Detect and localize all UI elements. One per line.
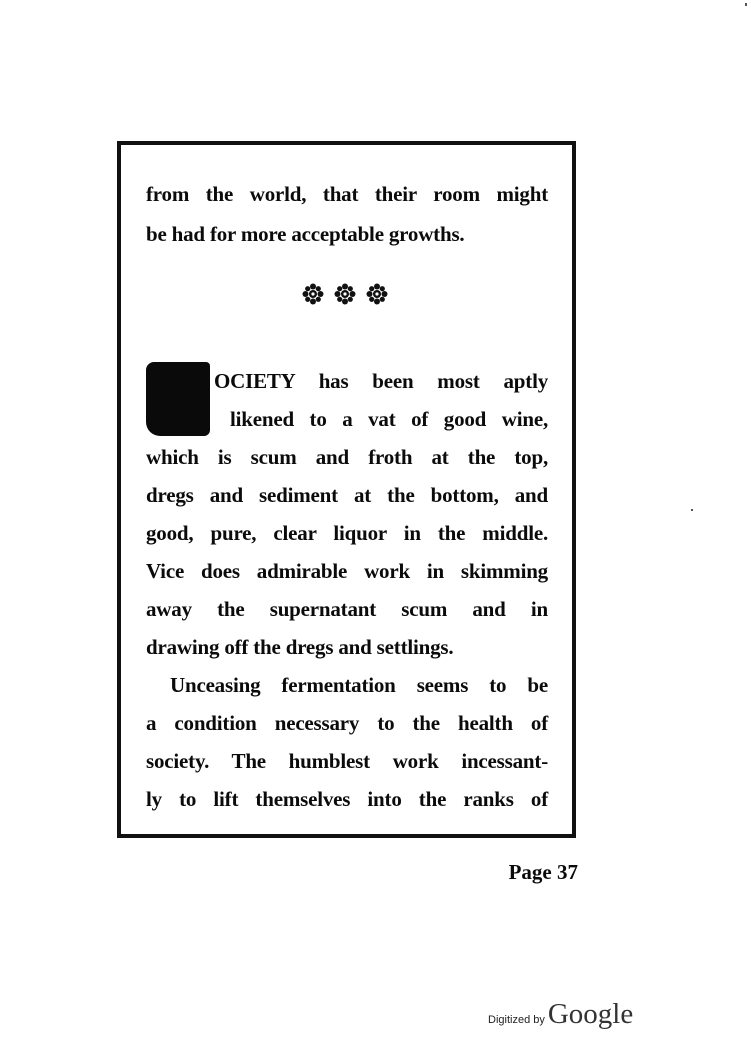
text-line: drawing off the dregs and settlings. xyxy=(146,635,454,659)
text-line: away the supernatant scum and in xyxy=(146,597,548,621)
flower-ornament-icon xyxy=(302,283,324,305)
drop-cap-block xyxy=(146,362,210,436)
scan-speck xyxy=(691,509,693,511)
section-ornament xyxy=(302,283,388,305)
text-line: good, pure, clear liquor in the middle. xyxy=(146,521,548,545)
text-line: which is scum and froth at the top, xyxy=(146,445,548,469)
google-logo: Google xyxy=(547,998,634,1030)
text-line: from the world, that their room might xyxy=(146,182,548,206)
text-line: likened to a vat of good wine, xyxy=(230,407,548,431)
text-line: Unceasing fermentation seems to be xyxy=(170,673,548,697)
scan-speck xyxy=(745,3,747,6)
text-line: OCIETY has been most aptly xyxy=(214,369,548,393)
text-line: society. The humblest work incessant- xyxy=(146,749,548,773)
text-line: dregs and sediment at the bottom, and xyxy=(146,483,548,507)
digitized-prefix: Digitized by xyxy=(488,1014,545,1026)
digitized-by-google-watermark xyxy=(488,998,648,1032)
text-line: a condition necessary to the health of xyxy=(146,711,548,735)
text-line: be had for more acceptable growths. xyxy=(146,222,465,246)
page-number: Page 37 xyxy=(508,860,578,884)
text-line: ly to lift themselves into the ranks of xyxy=(146,787,548,811)
flower-ornament-icon xyxy=(334,283,356,305)
text-line: Vice does admirable work in skimming xyxy=(146,559,548,583)
flower-ornament-icon xyxy=(366,283,388,305)
